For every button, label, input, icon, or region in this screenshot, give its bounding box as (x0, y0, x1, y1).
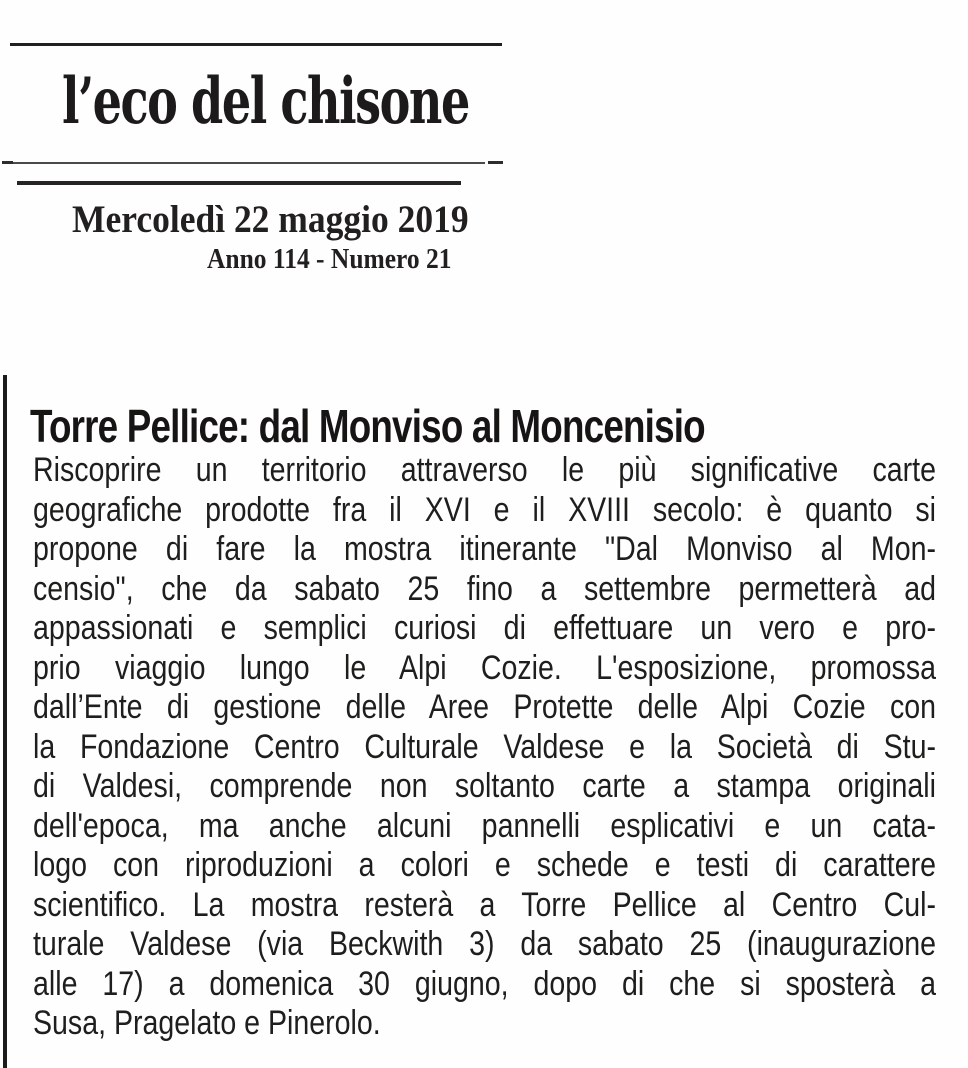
dateline (72, 198, 469, 279)
article-body-line: alle 17) a domenica 30 giugno, dopo di che si sposterà a (33, 964, 936, 1003)
article-body-line: prio viaggio lungo le Alpi Cozie. L'esposizione, promossa (33, 648, 936, 687)
article-accent-bar (3, 375, 7, 1068)
article-body-line: Riscoprire un territorio attraverso le più significative carte (33, 451, 936, 489)
masthead-rule-thin (13, 162, 485, 164)
article-body (33, 451, 936, 1044)
article-title: Torre Pellice: dal Monviso al Moncenisio (30, 400, 705, 452)
dateline-date: Mercoledì 22 maggio 2019 (72, 198, 469, 241)
article-body-line: turale Valdese (via Beckwith 3) da sabato 25 (inaugurazione (33, 925, 936, 963)
masthead-rule-thin-right-dash (488, 161, 503, 164)
dateline-issue-number: Anno 114 - Numero 21 (207, 244, 452, 275)
article-body-line: propone di fare la mostra itinerante "Dal Monviso al Mon- (33, 530, 936, 568)
article-body-line: dell'epoca, ma anche alcuni pannelli esplicativi e un cata- (33, 806, 936, 845)
article-body-line: la Fondazione Centro Culturale Valdese e la Società di Stu- (33, 727, 936, 766)
article-body-line: logo con riproduzioni a colori e schede e testi di carattere (33, 846, 936, 884)
article-body-line: censio", che da sabato 25 fino a settembre permetterà ad (33, 569, 936, 608)
article-body-line: Susa, Pragelato e Pinerolo. (33, 1004, 381, 1042)
masthead-rule-top (10, 43, 502, 46)
masthead-title: l’eco del chisone (62, 64, 469, 139)
masthead-rule-thin-left-dash (2, 161, 13, 164)
article-body-line: geografiche prodotte fra il XVI e il XVIII secolo: è quanto si (33, 490, 936, 529)
masthead-rule-thick (17, 181, 461, 185)
article-body-line: dall’Ente di gestione delle Aree Protette delle Alpi Cozie con (33, 688, 936, 726)
article-body-line: scientifico. La mostra resterà a Torre Pellice al Centro Cul- (33, 885, 936, 924)
article-body-line: appassionati e semplici curiosi di effettuare un vero e pro- (33, 609, 936, 647)
article-body-line: di Valdesi, comprende non soltanto carte a stampa originali (33, 767, 936, 805)
